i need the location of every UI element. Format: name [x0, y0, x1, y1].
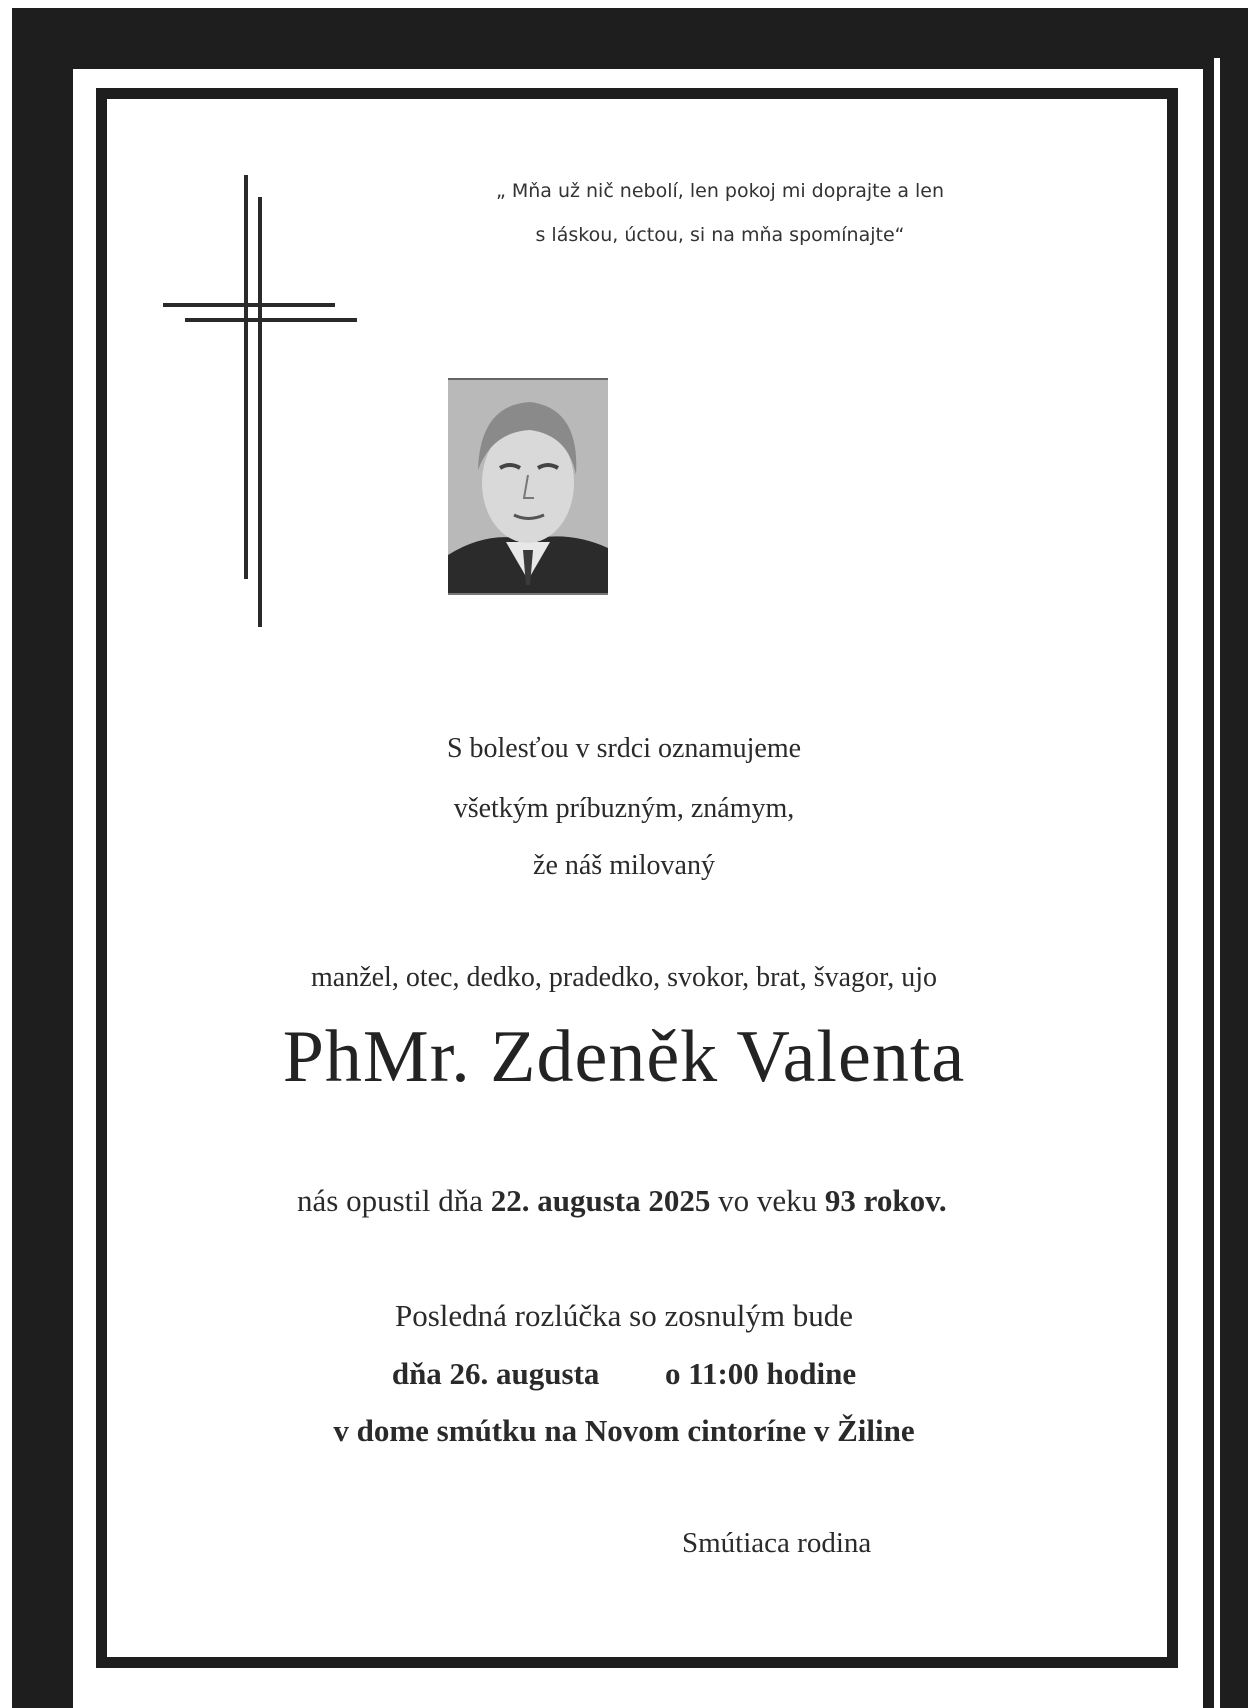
- death-notice: [297, 1183, 947, 1219]
- farewell-intro: Posledná rozlúčka so zosnulým bude: [394, 1298, 854, 1333]
- portrait-photo: [448, 378, 608, 595]
- announcement-line-1: S bolesťou v srdci oznamujeme: [446, 733, 802, 764]
- cross-icon: [160, 175, 360, 635]
- farewell-datetime: [0, 1356, 1248, 1392]
- death-prefix: nás opustil dňa: [297, 1183, 483, 1218]
- family-relations: manžel, otec, dedko, pradedko, svokor, brat, švagor, ujo: [310, 962, 938, 993]
- quote-line-2: s láskou, úctou, si na mňa spomínajte“: [535, 224, 905, 246]
- death-date: 22. augusta 2025: [490, 1183, 711, 1218]
- family-signature: Smútiaca rodina: [682, 1527, 872, 1559]
- announcement-line-2: všetkým príbuzným, známym,: [453, 793, 795, 824]
- death-middle: vo veku: [718, 1183, 818, 1218]
- quote-line-1: „ Mňa už nič nebolí, len pokoj mi doprajte a len: [495, 180, 945, 202]
- announcement-line-3: že náš milovaný: [533, 850, 715, 881]
- farewell-date: dňa 26. augusta: [391, 1356, 600, 1391]
- farewell-place: v dome smútku na Novom cintoríne v Žiline: [333, 1413, 915, 1448]
- deceased-name: PhMr. Zdeněk Valenta: [282, 1016, 966, 1098]
- death-age: 93 rokov.: [824, 1183, 947, 1218]
- farewell-time: o 11:00 hodine: [664, 1356, 857, 1391]
- memorial-quote: [480, 180, 960, 246]
